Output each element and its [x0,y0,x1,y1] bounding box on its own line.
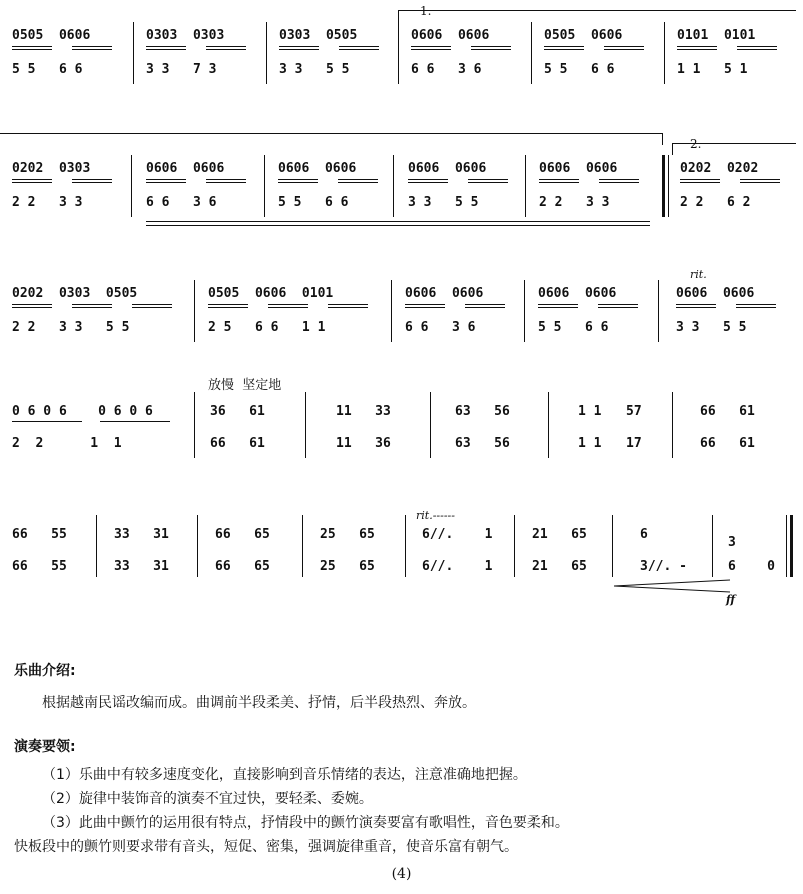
score-system-3 [0,268,803,360]
upper-voice: 0606 0606 [146,161,225,176]
barline [525,155,526,217]
barline [524,280,525,342]
lower-voice: 5 5 6 6 [278,195,349,210]
notes-section [14,660,794,860]
lower-voice: 2 2 3 3 5 5 [12,320,130,335]
lower-voice: 2 2 6 2 [680,195,751,210]
upper-voice: 0606 0606 [405,286,484,301]
barline [612,515,613,577]
upper-voice: 3 [728,535,736,550]
lower-voice: 3 3 5 5 [408,195,479,210]
volta-2-bracket [672,143,673,155]
lower-voice: 3//. - [640,559,687,574]
lower-voice: 66 65 [215,559,270,574]
upper-voice: 0505 0606 0101 [208,286,334,301]
upper-voice: 0606 0606 [538,286,617,301]
tip-item: 快板段中的颤竹则要求带有音头，短促、密集，强调旋律重音，使音乐富有朝气。 [14,839,518,855]
barline [664,22,665,84]
lower-voice: 63 56 [455,436,510,451]
lower-voice: 17 [626,436,642,451]
slur-line [146,221,650,222]
score-system-4 [0,378,803,472]
volta-1-end [662,133,663,145]
lower-voice: 6//. 1 [422,559,493,574]
lower-voice: 5 5 6 6 [544,62,615,77]
lower-voice: 2 2 3 3 [12,195,83,210]
score-system-2 [0,137,803,235]
upper-voice: 6 [640,527,648,542]
lower-voice: 66 61 [210,436,265,451]
barline [531,22,532,84]
tempo-mark: rit.------ [416,509,455,522]
upper-voice: 0101 0101 [677,28,756,43]
repeat-barline [662,155,665,217]
lower-voice: 3 3 5 5 [676,320,747,335]
score-system-1 [0,4,803,102]
volta-1-line [398,10,796,11]
upper-voice: 0505 0606 [12,28,91,43]
score-system-5 [0,509,803,606]
barline [96,515,97,577]
upper-voice: 1 1 [578,404,602,419]
volta-2-label: 2. [690,137,702,151]
lower-voice: 5 5 6 6 [538,320,609,335]
barline [264,155,265,217]
upper-voice: 57 [626,404,642,419]
barline [430,392,431,458]
volta-1-label: 1. [420,4,432,18]
lower-voice: 66 55 [12,559,67,574]
final-barline [786,515,787,577]
barline [514,515,515,577]
upper-voice: 0202 0303 [12,161,91,176]
lower-voice: 6 6 3 6 [405,320,476,335]
final-barline-thick [790,515,793,577]
lower-voice: 2 5 6 6 1 1 [208,320,326,335]
barline [197,515,198,577]
lower-voice: 3 3 5 5 [279,62,350,77]
upper-voice: 11 33 [336,404,391,419]
barline [131,155,132,217]
intro-body: 根据越南民谣改编而成。曲调前半段柔美、抒情，后半段热烈、奔放。 [42,695,476,711]
lower-voice: 1 1 [578,436,602,451]
lower-voice: 11 36 [336,436,391,451]
tip-item: （1）乐曲中有较多速度变化，直接影响到音乐情绪的表达，注意准确地把握。 [42,767,527,783]
barline [393,155,394,217]
upper-voice: 0606 0606 [278,161,357,176]
upper-voice: 21 65 [532,527,587,542]
barline [302,515,303,577]
barline [712,515,713,577]
lower-voice: 6 6 3 6 [146,195,217,210]
upper-voice: 0303 0303 [146,28,225,43]
barline [672,392,673,458]
barline [398,22,399,84]
upper-voice: 0505 0606 [544,28,623,43]
volta-1-bracket [398,10,399,22]
barline [194,392,195,458]
lower-voice: 5 5 6 6 [12,62,83,77]
upper-voice: 63 56 [455,404,510,419]
lower-voice: 2 2 1 1 [12,436,122,451]
upper-voice: 0606 0606 [676,286,755,301]
upper-voice: 0202 0202 [680,161,759,176]
barline [548,392,549,458]
upper-voice: 25 65 [320,527,375,542]
barline [305,392,306,458]
tip-item: （3）此曲中颤竹的运用很有特点，抒情段中的颤竹演奏要富有歌唱性，音色要柔和。 [42,815,569,831]
tips-heading: 演奏要领: [14,739,76,755]
dynamic-mark: ff [726,593,736,606]
upper-voice: 0606 0606 [408,161,487,176]
intro-heading: 乐曲介绍: [14,663,76,679]
upper-voice: 0202 0303 0505 [12,286,138,301]
page-number: (4) [391,866,412,882]
lower-voice: 6 6 3 6 [411,62,482,77]
lower-voice: 66 61 [700,436,755,451]
upper-voice: 33 31 [114,527,169,542]
barline [391,280,392,342]
lower-voice: 25 65 [320,559,375,574]
repeat-barline-thin [668,155,669,217]
upper-voice: 66 55 [12,527,67,542]
barline [194,280,195,342]
upper-voice: 6//. 1 [422,527,493,542]
upper-voice: 66 61 [700,404,755,419]
upper-voice: 0606 0606 [411,28,490,43]
barline [405,515,406,577]
lower-voice: 2 2 3 3 [539,195,610,210]
barline [133,22,134,84]
upper-voice: 0606 0606 [539,161,618,176]
tip-item: （2）旋律中装饰音的演奏不宜过快，要轻柔、委婉。 [42,791,373,807]
upper-voice: 66 65 [215,527,270,542]
slur-line [146,225,650,226]
lower-voice: 3 3 7 3 [146,62,217,77]
crescendo-hairpin [612,579,732,593]
tempo-mark: rit. [690,268,707,281]
barline [658,280,659,342]
lower-voice: 1 1 5 1 [677,62,748,77]
lower-voice: 21 65 [532,559,587,574]
upper-voice: 0303 0505 [279,28,358,43]
barline [266,22,267,84]
volta-1-continuation [0,133,662,134]
expression-mark: 放慢 坚定地 [208,378,282,393]
lower-voice: 33 31 [114,559,169,574]
lower-voice: 6 0 [728,559,775,574]
upper-voice: 0 6 0 6 0 6 0 6 [12,404,153,419]
upper-voice: 36 61 [210,404,265,419]
